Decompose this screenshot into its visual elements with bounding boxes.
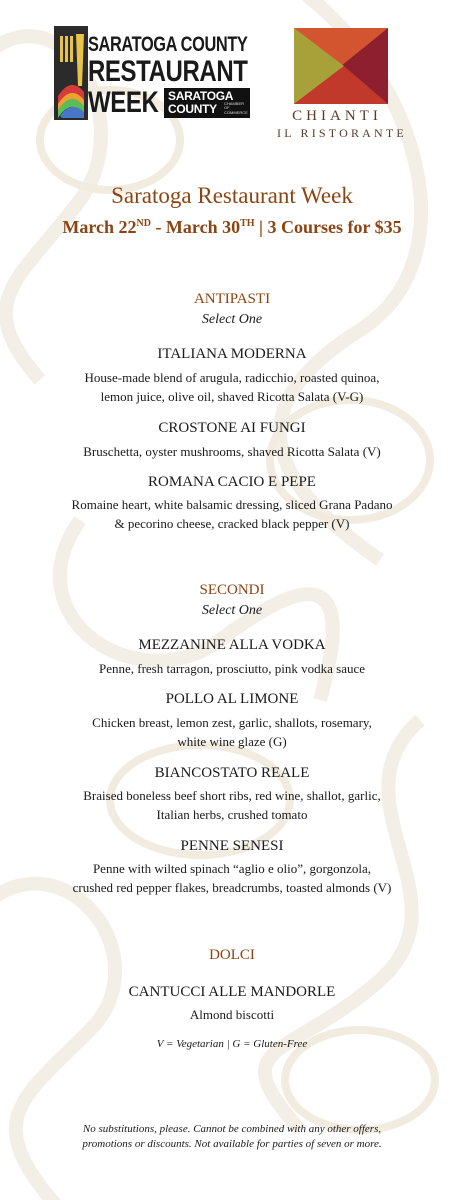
disclaimer-line2: promotions or discounts. Not available for parties of seven or more. — [82, 1138, 382, 1150]
chamber-badge — [164, 88, 250, 118]
date-start: March 22 — [62, 217, 137, 237]
dish-name: POLLO AL LIMONE — [165, 691, 299, 707]
chamber-badge-line1: SARATOGA — [168, 89, 234, 103]
dish-desc: crushed red pepper flakes, breadcrumbs, toasted almonds (V) — [72, 880, 392, 895]
dish-desc: House-made blend of arugula, radicchio, roasted quinoa, — [84, 370, 380, 385]
chianti-mark-icon — [294, 28, 388, 104]
chianti-subtitle: IL RISTORANTE — [277, 126, 407, 140]
dish-name: CROSTONE AI FUNGI — [158, 420, 306, 436]
page-title: Saratoga Restaurant Week — [111, 183, 353, 208]
antipasti-select: Select One — [201, 312, 263, 327]
dish-name: ITALIANA MODERNA — [157, 346, 307, 362]
dish-name: BIANCOSTATO REALE — [154, 765, 310, 781]
rw-logo-line2: RESTAURANT — [88, 55, 248, 88]
secondi-select: Select One — [201, 603, 263, 618]
dish-desc: lemon juice, olive oil, shaved Ricotta Salata (V-G) — [100, 389, 364, 404]
restaurant-week-logo — [54, 26, 250, 120]
dish-name: PENNE SENESI — [180, 838, 284, 854]
dish-name: ROMANA CACIO E PEPE — [148, 474, 316, 490]
dish-name: MEZZANINE ALLA VODKA — [138, 637, 326, 653]
chianti-logo — [277, 28, 426, 140]
dish-desc: Bruschetta, oyster mushrooms, shaved Ricotta Salata (V) — [83, 444, 381, 459]
chamber-badge-sub: CHAMBER OF COMMERCE — [224, 101, 248, 115]
date-offer-line — [0, 217, 464, 238]
date-end-suffix: TH — [240, 218, 255, 229]
offer-text: | 3 Courses for $35 — [254, 217, 402, 237]
fork-knife-rainbow-icon — [54, 26, 88, 120]
dish-desc: white wine glaze (G) — [177, 734, 287, 749]
rw-logo-line3: WEEK — [88, 86, 159, 119]
dish-desc: Braised boneless beef short ribs, red wine, shallot, garlic, — [83, 788, 381, 803]
dolci-heading: DOLCI — [209, 947, 255, 963]
antipasti-heading: ANTIPASTI — [193, 291, 271, 307]
diet-legend: V = Vegetarian | G = Gluten-Free — [156, 1038, 308, 1050]
secondi-heading: SECONDI — [199, 582, 265, 598]
date-start-suffix: ND — [136, 218, 151, 229]
chianti-name: CHIANTI — [292, 108, 382, 124]
dish-desc: & pecorino cheese, cracked black pepper (V) — [114, 516, 350, 531]
dish-desc: Romaine heart, white balsamic dressing, sliced Grana Padano — [71, 497, 393, 512]
dish-desc: Penne, fresh tarragon, prosciutto, pink vodka sauce — [98, 661, 366, 676]
rw-logo-line1: SARATOGA COUNTY — [88, 33, 248, 56]
dish-desc: Almond biscotti — [189, 1007, 275, 1022]
chamber-badge-line2: COUNTY — [168, 102, 217, 116]
dish-name: CANTUCCI ALLE MANDORLE — [128, 984, 336, 1000]
dish-desc: Chicken breast, lemon zest, garlic, shallots, rosemary, — [92, 715, 372, 730]
dish-desc: Penne with wilted spinach “aglio e olio”, gorgonzola, — [92, 861, 372, 876]
date-separator: - March 30 — [150, 217, 241, 237]
dish-desc: Italian herbs, crushed tomato — [156, 807, 308, 822]
disclaimer-line1: No substitutions, please. Cannot be combined with any other offers, — [82, 1123, 382, 1135]
